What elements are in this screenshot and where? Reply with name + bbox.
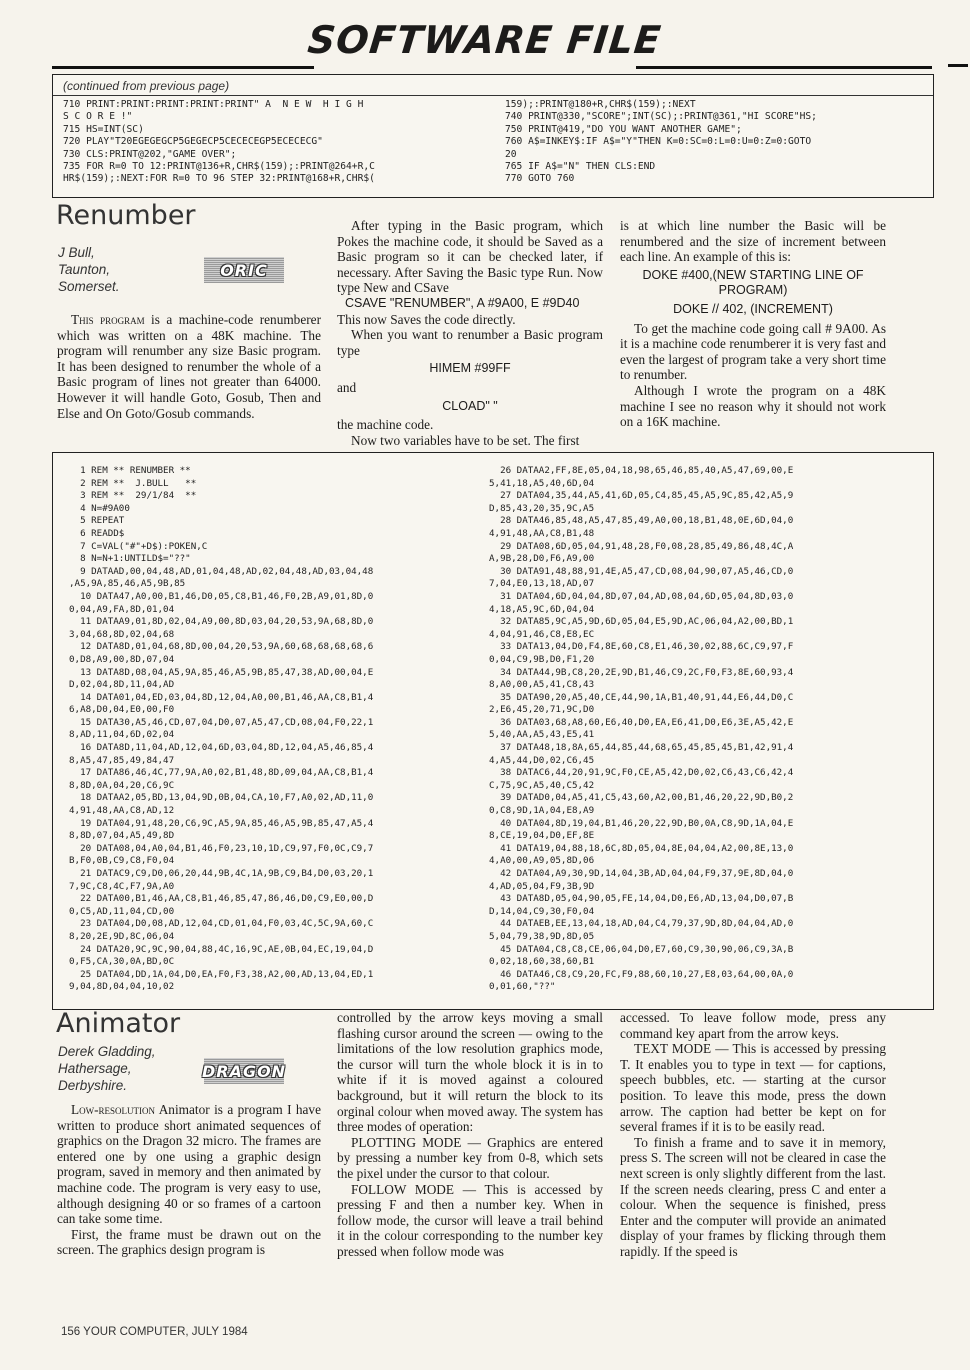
animator-column-1 [57, 1102, 321, 1258]
code-line: 31 DATA04,6D,04,04,8D,07,04,AD,08,04,6D,05,04,8D,03,0 [489, 590, 794, 602]
code-line: 4,91,48,AA,C8,B1,48 [489, 527, 595, 539]
code-line: D,02,04,8D,11,04,AD [69, 679, 175, 691]
code-line: 23 DATA04,D0,08,AD,12,04,CD,01,04,F0,03,4C,5C,9A,60,C [69, 918, 374, 930]
code-line: 8,8D,07,04,A5,49,8D [69, 830, 175, 842]
code-line: 0,C5,AD,11,04,CD,00 [69, 905, 175, 917]
code-line: 34 DATA44,9B,C8,20,2E,9D,B1,46,C9,2C,F0,F3,8E,60,93,4 [489, 666, 794, 678]
code-line: 8,AD,11,04,6D,02,04 [69, 729, 175, 741]
code-line: 40 DATA04,8D,19,04,B1,46,20,22,9D,B0,0A,C8,9D,1A,04,E [489, 817, 794, 829]
code-line: 19 DATA04,91,48,20,C6,9C,A5,9A,85,46,A5,9B,85,47,A5,4 [69, 817, 374, 829]
code-line: S C O R E !" [63, 111, 133, 123]
paragraph: PLOTTING MODE — Graphics are entered by pressing a number key from 0-8, which sets the pixel under the cursor to that colour. [337, 1134, 603, 1181]
header-rule-left [52, 66, 314, 69]
code-line: B,F0,0B,C9,C8,F0,04 [69, 855, 175, 867]
code-line: 46 DATA46,C8,C9,20,FC,F9,88,60,10,27,E8,03,64,00,0A,0 [489, 968, 794, 980]
continued-note: (continued from previous page) [63, 79, 230, 93]
lead-in: Low-resolution [71, 1102, 156, 1117]
code-line: 20 DATA08,04,A0,04,B1,46,F0,23,10,1D,C9,97,F0,0C,C9,7 [69, 842, 374, 854]
code-line: 13 DATA8D,08,04,A5,9A,85,46,A5,9B,85,47,38,AD,00,04,E [69, 666, 374, 678]
page-footer: 156 YOUR COMPUTER, JULY 1984 [61, 1326, 248, 1338]
oric-badge [204, 257, 284, 283]
code-line: 7,9C,C8,4C,F7,9A,A0 [69, 880, 175, 892]
code-line: 33 DATA13,04,D0,F4,8E,60,C8,E1,46,30,02,88,6C,C9,97,F [489, 641, 794, 653]
code-line: 42 DATA04,A9,30,9D,14,04,3B,AD,04,04,F9,37,9E,8D,04,0 [489, 868, 794, 879]
code-line: 720 PLAY"T20EGEGEGCP5GEGECP5CECECEGP5ECECECG" [63, 136, 323, 148]
paragraph: First, the frame must be drawn out on the screen. The graphics design program is [57, 1226, 321, 1258]
code-line: 21 DATAC9,C9,D0,06,20,44,9B,4C,1A,9B,C9,B4,D0,03,20,1 [69, 868, 374, 879]
code-line: 3,04,68,8D,02,04,68 [69, 628, 175, 640]
code-line: 8,8D,0A,04,20,C6,9C [69, 779, 175, 791]
code-line: 730 CLS:PRINT@202,"GAME OVER"; [63, 148, 237, 160]
code-line: 26 DATAA2,FF,8E,05,04,18,98,65,46,85,40,A5,47,69,00,E [489, 465, 794, 476]
code-line: 0,02,18,60,38,60,B1 [489, 956, 595, 968]
code-line: 44 DATAEB,EE,13,04,18,AD,04,C4,79,37,9D,8D,04,04,AD,0 [489, 918, 794, 930]
code-line: 0,C8,9D,1A,04,E8,A9 [489, 805, 595, 817]
code-line: 38 DATAC6,44,20,91,9C,F0,CE,A5,42,D0,02,C6,43,C6,42,4 [489, 767, 794, 779]
code-line: 20 [505, 148, 517, 160]
code-line: 2,E6,45,20,71,9C,D0 [489, 704, 595, 716]
byline-line: Hathersage, [58, 1061, 132, 1076]
code-line: 0,04,A9,FA,8D,01,04 [69, 603, 175, 615]
paragraph: HIMEM #99FF [429, 361, 511, 376]
code-line: 4,A0,00,A9,05,8D,06 [489, 855, 595, 867]
code-line: 37 DATA48,18,8A,65,44,85,44,68,65,45,85,45,B1,42,91,4 [489, 742, 794, 754]
code-line: 8,A0,00,A5,41,C8,43 [489, 679, 595, 691]
paragraph: Now two variables have to be set. The first [351, 432, 580, 448]
badge-label: ORIC [220, 260, 268, 280]
code-line: 5,04,79,38,9D,8D,05 [489, 930, 595, 942]
code-line: 760 A$=INKEY$:IF A$="Y"THEN K=0:SC=0:L=0:U=0:Z=0:GOTO [505, 136, 812, 148]
code-line: 24 DATA20,9C,9C,90,04,88,4C,16,9C,AE,0B,04,EC,19,04,D [69, 943, 374, 955]
paragraph [57, 312, 321, 421]
code-line: 6 READD$ [69, 527, 125, 539]
code-line: D,14,04,C9,30,F0,04 [489, 905, 595, 917]
byline-line: J Bull, [58, 245, 95, 260]
paragraph: When you want to renumber a Basic program type [337, 327, 603, 358]
paragraph: TEXT MODE — This is accessed by pressing T. It enables you to type in text — for captions, speech bubbles, etc. — starting at the cursor position. To leave this mode, press the down arrow. The caption had better be kept on for several frames if it is to be easily read. [620, 1041, 886, 1135]
paragraph: CSAVE "RENUMBER", A #9A00, E #9D40 [345, 295, 580, 310]
top-listing-divider [53, 95, 933, 96]
margin-mark [948, 64, 968, 67]
code-line: 27 DATA04,35,44,A5,41,6D,05,C4,85,45,A5,9C,85,42,A5,9 [489, 490, 794, 502]
paragraph: Although I wrote the program on a 48K machine I see no reason why it should not work on a 16K machine. [620, 382, 886, 430]
code-line: 4 N=#9A00 [69, 502, 130, 514]
code-line: 5,41,18,A5,40,6D,04 [489, 477, 595, 489]
code-line: 8,A5,47,85,49,84,47 [69, 754, 175, 766]
code-line: 0,D8,A9,00,8D,07,04 [69, 653, 175, 665]
code-line: 735 FOR R=0 TO 12:PRINT@136+R,CHR$(159);:PRINT@264+R,C [63, 161, 375, 173]
code-line: 8 N=N+1:UNTILD$="??" [69, 553, 191, 565]
badge-label: DRAGON [201, 1061, 287, 1081]
header-rule-right [636, 66, 932, 69]
animator-title: Animator [56, 1008, 181, 1039]
paragraph: DOKE // 402, (INCREMENT) [673, 301, 833, 316]
code-line: 1 REM ** RENUMBER ** [69, 465, 191, 476]
code-line: 14 DATA01,04,ED,03,04,8D,12,04,A0,00,B1,46,AA,C8,B1,4 [69, 691, 374, 703]
top-listing-box [52, 74, 934, 198]
code-line: 0,F5,CA,30,0A,BD,0C [69, 956, 175, 968]
paragraph-text: is a machine-code renumberer which was written on a 48K machine. The program will renumber any size Basic program. It has been designed to renumber the whole of a Basic program of lines not greater than 64000. However it will handle Goto, Gosub, Then and Else and On Goto/Gosub commands. [57, 312, 321, 421]
code-line: 17 DATA86,46,4C,77,9A,A0,02,B1,48,8D,09,04,AA,C8,B1,4 [69, 767, 374, 779]
code-line: 7,04,E0,13,18,AD,07 [489, 578, 595, 590]
paragraph: CLOAD" " [442, 398, 498, 413]
code-line: 4,A5,44,D0,02,C6,45 [489, 754, 595, 766]
paragraph: accessed. To leave follow mode, press any command key apart from the arrow keys. [620, 1010, 886, 1041]
code-line: 15 DATA30,A5,46,CD,07,04,D0,07,A5,47,CD,08,04,F0,22,1 [69, 716, 374, 728]
animator-column-2 [337, 1010, 603, 1260]
code-line: C,75,9C,A5,40,C5,42 [489, 779, 595, 791]
top-listing-left-column [63, 99, 488, 186]
paragraph: and [337, 379, 357, 395]
code-line: 36 DATA03,68,A8,60,E6,40,D0,EA,E6,41,D0,E6,3E,A5,42,E [489, 716, 794, 728]
code-line: 4,04,91,46,C8,E8,EC [489, 628, 595, 640]
lead-in: This program [71, 312, 145, 327]
renumber-byline [58, 244, 120, 295]
code-line: 22 DATA00,B1,46,AA,C8,B1,46,85,47,86,46,D0,C9,E0,00,D [69, 893, 374, 905]
code-line: 3 REM ** 29/1/84 ** [69, 490, 197, 502]
code-line: 32 DATA85,9C,A5,9D,6D,05,04,E5,9D,AC,06,04,A2,00,BD,1 [489, 616, 794, 628]
code-line: 25 DATA04,DD,1A,04,D0,EA,F0,F3,38,A2,00,AD,13,04,ED,1 [69, 968, 374, 980]
renumber-listing-right-column [489, 465, 929, 994]
code-line: 2 REM ** J.BULL ** [69, 477, 197, 489]
code-line: 8,CE,19,04,D0,EF,8E [489, 830, 595, 842]
animator-byline [58, 1043, 156, 1094]
paragraph: FOLLOW MODE — This is accessed by pressing F and then a number key. When in follow mode, the cursor will leave a trail behind it in the colour corresponding to the number key pressed when follow mode was [337, 1181, 603, 1259]
code-line: 0,04,C9,9B,D0,F1,20 [489, 653, 595, 665]
byline-line: Derbyshire. [58, 1078, 128, 1093]
animator-column-3 [620, 1010, 886, 1260]
code-line: 29 DATA08,6D,05,04,91,48,28,F0,08,28,85,49,86,48,4C,A [489, 540, 794, 552]
code-line: 750 PRINT@419,"DO YOU WANT ANOTHER GAME"; [505, 123, 742, 135]
code-line: 0,01,60,"??" [489, 981, 556, 993]
dragon-badge [201, 1058, 287, 1084]
paragraph: To get the machine code going call # 9A00. As it is a machine code renumberer it is very fast and even the largest of program take a very short time to renumber. [620, 320, 886, 383]
code-line: 4,18,A5,9C,6D,04,04 [489, 603, 595, 615]
code-line: 5 REPEAT [69, 515, 125, 527]
renumber-column-2 [337, 218, 603, 448]
code-line: A,9B,28,D0,F6,A9,00 [489, 553, 595, 565]
renumber-listing-box [52, 452, 934, 1010]
code-line: 765 IF A$="N" THEN CLS:END [505, 161, 656, 173]
renumber-column-3 [620, 218, 886, 430]
code-line: 30 DATA91,48,88,91,4E,A5,47,CD,08,04,90,07,A5,46,CD,0 [489, 565, 794, 577]
code-line: 28 DATA46,85,48,A5,47,85,49,A0,00,18,B1,48,0E,6D,04,0 [489, 515, 794, 527]
page-header-title: SOFTWARE FILE [305, 18, 664, 62]
code-line: 715 HS=INT(SC) [63, 123, 144, 135]
code-line: 43 DATA8D,05,04,90,05,FE,14,04,D0,E6,AD,13,04,D0,07,B [489, 893, 794, 905]
paragraph-text: Animator is a program I have written to produce short animated sequences of graphics on the Dragon 32 micro. The frames are entered one by one using a graphic design program, saved in memory and then animated by machine code. The program is very easy to use, although designing 40 or so frames of a cartoon can take some time. [57, 1102, 321, 1227]
code-line: 5,40,AA,A5,43,E5,41 [489, 729, 595, 741]
code-line: 45 DATA04,C8,C8,CE,06,04,D0,E7,60,C9,30,90,06,C9,3A,B [489, 943, 794, 955]
paragraph [57, 1102, 321, 1227]
byline-line: Derek Gladding, [58, 1044, 156, 1059]
paragraph: is at which line number the Basic will be renumbered and the size of increment between each line. An example of this is: [620, 218, 886, 265]
code-line: 9 DATAAD,00,04,48,AD,01,04,48,AD,02,04,48,AD,03,04,48 [69, 565, 374, 577]
code-line: 35 DATA90,20,A5,40,CE,44,90,1A,B1,40,91,44,E6,44,D0,C [489, 691, 794, 703]
byline-line: Somerset. [58, 279, 120, 294]
byline-line: Taunton, [58, 262, 111, 277]
code-line: 16 DATA8D,11,04,AD,12,04,6D,03,04,8D,12,04,A5,46,85,4 [69, 742, 374, 754]
code-line: 41 DATA19,04,88,18,6C,8D,05,04,8E,04,04,A2,00,8E,13,0 [489, 842, 794, 854]
paragraph: To finish a frame and to save it in memory, press S. The screen will not be cleared in case the next screen is only slightly different from the last. If the screen needs clearing, press C and enter a colour. When the sequence is finished, press Enter and the computer will provide an animated display of your frames by flicking through them rapidly. If the speed is [620, 1134, 886, 1259]
code-line: 11 DATAA9,01,8D,02,04,A9,00,8D,03,04,20,53,9A,68,8D,0 [69, 616, 374, 628]
code-line: 7 C=VAL("#"+D$):POKEN,C [69, 540, 208, 552]
paragraph: controlled by the arrow keys moving a small flashing cursor around the screen — owing to the limitations of the low resolution graphics mode, the cursor will turn the whole block it is in to white if it is moved against a coloured background, but it will return the block to its orginal colour when moved away. The system has three modes of operation: [337, 1010, 603, 1135]
top-listing-right-column [505, 99, 930, 186]
renumber-listing-left-column [69, 465, 489, 994]
code-line: 10 DATA47,A0,00,B1,46,D0,05,C8,B1,46,F0,2B,A9,01,8D,0 [69, 590, 374, 602]
code-line: D,85,43,20,35,9C,A5 [489, 502, 595, 514]
code-line: 12 DATA8D,01,04,68,8D,00,04,20,53,9A,60,68,68,68,68,6 [69, 641, 374, 653]
code-line: 159);:PRINT@180+R,CHR$(159);:NEXT [505, 99, 696, 110]
code-line: 4,AD,05,04,F9,3B,9D [489, 880, 595, 892]
code-line: 9,04,8D,04,04,10,02 [69, 981, 175, 993]
paragraph: After typing in the Basic program, which Pokes the machine code, it should be Saved as a Basic program so it can be checked later, if necessary. After Saving the Basic type Run. Now type New and CSave [337, 218, 603, 296]
code-line: 710 PRINT:PRINT:PRINT:PRINT:PRINT" A N E W H I G H [63, 99, 364, 110]
paragraph: This now Saves the code directly. [337, 311, 516, 327]
code-line: 4,91,48,AA,C8,AD,12 [69, 805, 175, 817]
code-line: 770 GOTO 760 [505, 173, 575, 185]
code-line: 740 PRINT@330,"SCORE";INT(SC);:PRINT@361,"HI SCORE"HS; [505, 111, 817, 123]
code-line: ,A5,9A,85,46,A5,9B,85 [69, 578, 186, 590]
renumber-title: Renumber [56, 200, 196, 231]
paragraph: the machine code. [337, 417, 434, 433]
renumber-column-1 [57, 312, 321, 421]
code-line: 8,20,2E,9D,8C,06,04 [69, 930, 175, 942]
code-line: 39 DATAD0,04,A5,41,C5,43,60,A2,00,B1,46,20,22,9D,B0,2 [489, 792, 794, 804]
code-line: HR$(159);:NEXT:FOR R=0 TO 96 STEP 32:PRINT@168+R,CHR$( [63, 173, 375, 185]
paragraph: DOKE #400,(NEW STARTING LINE OF PROGRAM) [642, 267, 864, 298]
code-line: 6,A8,D0,04,E0,00,F0 [69, 704, 175, 716]
code-line: 18 DATAA2,05,BD,13,04,9D,0B,04,CA,10,F7,A0,02,AD,11,0 [69, 792, 374, 804]
